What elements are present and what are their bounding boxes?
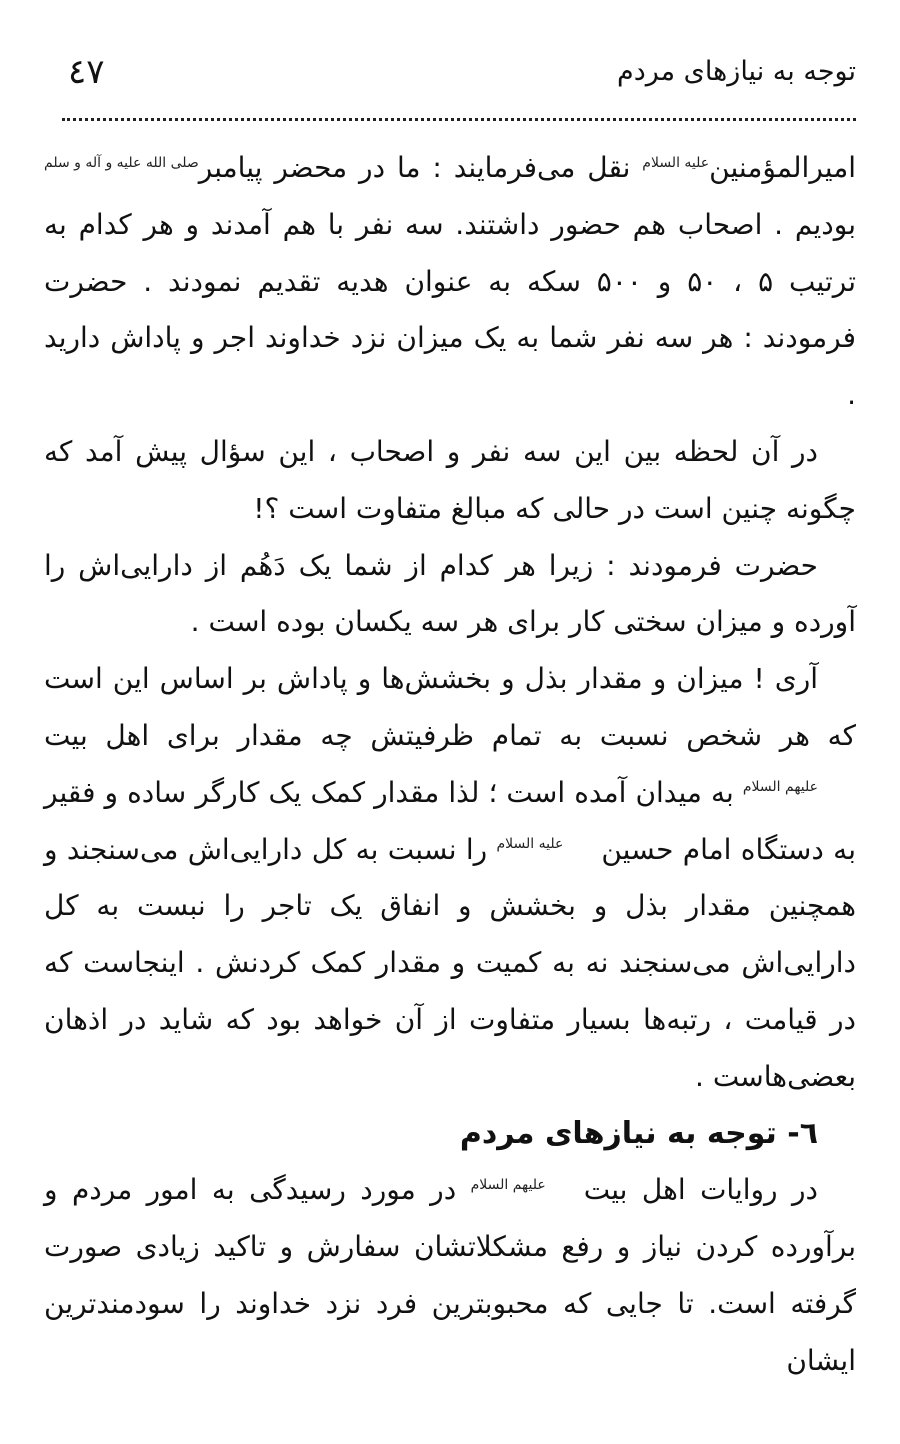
- paragraph: [44, 538, 856, 652]
- paragraph-text: حضرت فرمودند : زیرا هر کدام از شما یک دَهُم از دارایی‌اش را آورده و میزان سختی کار برای هر سه یکسان بوده است .: [44, 548, 856, 639]
- paragraph-text: نقل می‌فرمایند : ما در محضر پیامبر: [198, 151, 643, 184]
- page-body: [44, 140, 856, 1390]
- honorific-prophet-symbol: صلی الله علیه و آله و سلم: [44, 154, 199, 171]
- paragraph-text: در مورد رسیدگی به امور مردم و برآورده کردن نیاز و رفع مشکلاتشان سفارش و تاکید زیادی صورت گرفته است. تا جایی که محبوبترین فرد نزد خداوند را سودمندترین ایشان: [44, 1173, 856, 1377]
- paragraph-text: بودیم . اصحاب هم حضور داشتند. سه نفر با هم آمدند و هر کدام به ترتیب ۵ ، ۵۰ و ۵۰۰ سکه به عنوان هدیه تقدیم نمودند . حضرت فرمودند : هر سه نفر شما به یک میزان نزد خداوند اجر و پاداش دارید .: [44, 207, 856, 412]
- page-header: [62, 52, 856, 102]
- honorific-imam-symbol: علیه السلام: [642, 154, 710, 171]
- paragraph-text: به میدان آمده است ؛ لذا مقدار کمک یک کارگر ساده و فقیر به دستگاه امام حسین: [44, 775, 856, 866]
- paragraph-text: امیرالمؤمنین: [709, 151, 856, 184]
- section-heading: ٦- توجه به نیازهای مردم: [459, 1115, 818, 1151]
- honorific-ahlulbayt-symbol: علیهم السلام: [470, 1177, 546, 1194]
- dotted-divider: [62, 118, 856, 121]
- honorific-ahlulbayt-symbol: علیهم السلام: [742, 779, 818, 796]
- paragraph: [44, 424, 856, 538]
- running-title: توجه به نیازهای مردم: [617, 56, 856, 87]
- paragraph-text: در روایات اهل بیت: [583, 1173, 818, 1207]
- paragraph: [44, 1162, 856, 1389]
- paragraph-text: آری ! میزان و مقدار بذل و بخشش‌ها و پاداش بر اساس این است که هر شخص نسبت به تمام ظرفیتش چه مقدار برای اهل بیت: [44, 662, 856, 752]
- paragraph-text: در آن لحظه بین این سه نفر و اصحاب ، این سؤال پیش آمد که چگونه چنین است در حالی که مبالغ متفاوت است ؟!: [44, 434, 856, 525]
- paragraph: [44, 651, 856, 1105]
- honorific-imam-symbol: علیه السلام: [496, 836, 564, 853]
- paragraph: [44, 140, 856, 424]
- page-number: ٤٧: [68, 52, 105, 92]
- paragraph-text: را نسبت به کل دارایی‌اش می‌سنجند و همچنین مقدار بذل و بخشش و انفاق یک تاجر را نبست به کل دارایی‌اش می‌سنجند نه به کمیت و مقدار کمک کردنش . اینجاست که در قیامت ، رتبه‌ها بسیار متفاوت از آن خواهد بود که شاید در اذهان بعضی‌هاست .: [44, 832, 856, 1093]
